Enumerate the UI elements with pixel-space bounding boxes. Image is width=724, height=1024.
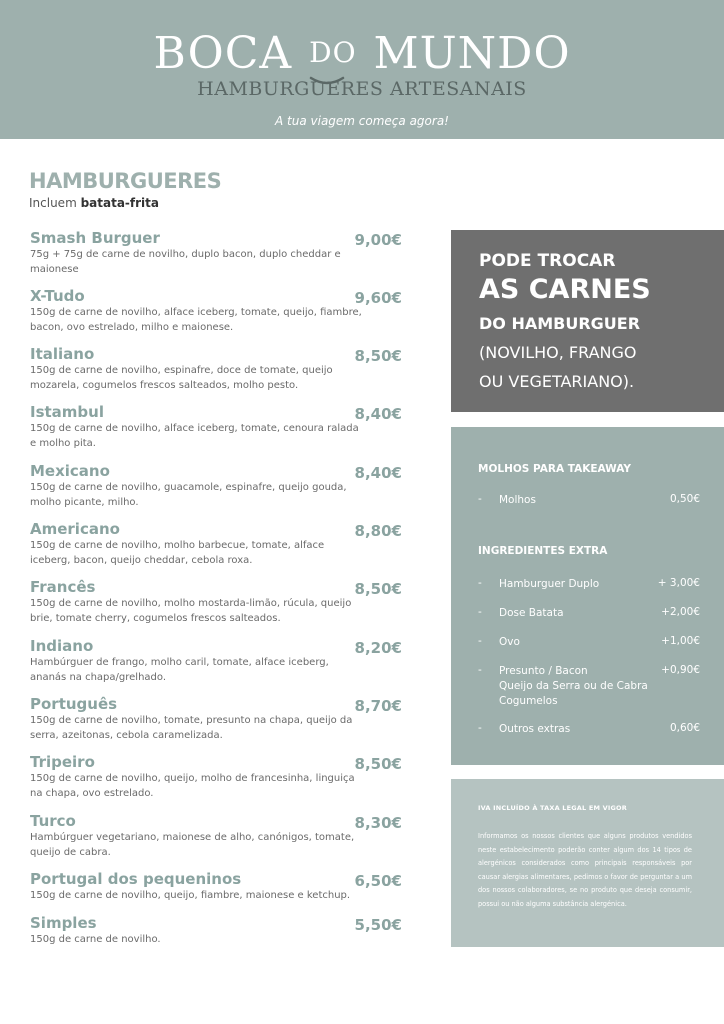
extra-name: Hamburguer Duplo [499, 578, 600, 590]
tagline: A tua viagem começa agora! [275, 114, 449, 128]
menu-item-name: Indiano [30, 637, 94, 655]
brand-subtitle: HAMBURGUERES ARTESANAIS [197, 78, 527, 100]
menu-item-description: 150g de carne de novilho, queijo, fiambre, maionese e ketchup. [30, 890, 351, 901]
extra-price: 0,50€ [669, 493, 700, 505]
menu-item-price: 8,70€ [354, 697, 402, 715]
menu-item-name: X-Tudo [30, 287, 85, 305]
vat-notice: IVA INCLUÍDO À TAXA LEGAL EM VIGOR [478, 804, 627, 812]
menu-item-description: 150g de carne de novilho, molho mostarda-limão, rúcula, queijo brie, tomate cherry, cogumelos frescos salteados. [30, 598, 352, 624]
extra-price: +1,00€ [661, 635, 700, 647]
menu-item-price: 5,50€ [354, 916, 402, 934]
menu-item-price: 8,50€ [354, 580, 402, 598]
extra-price: +0,90€ [661, 664, 700, 676]
ingredients-title: INGREDIENTES EXTRA [478, 545, 608, 557]
menu-item-price: 8,40€ [354, 464, 402, 482]
menu-item-name: Tripeiro [30, 753, 95, 771]
menu-item [30, 462, 402, 510]
extra-dash: - [478, 722, 482, 734]
menu-item [30, 753, 402, 801]
menu-item [30, 287, 402, 335]
menu-item-price: 8,50€ [354, 347, 402, 365]
menu-item [30, 637, 402, 685]
menu-item-name: Americano [30, 520, 120, 538]
menu-item [30, 345, 402, 393]
extra-dash: - [478, 493, 482, 505]
allergen-notice: Informamos os nossos clientes que alguns produtos vendidos neste estabelecimento poderão conter algum dos 14 tipos de alergénicos considerados como principais responsáveis por causar alergias alimentares, pedimos o favor de perguntar a um dos nossos colaboradores, se no produto que deseja consumir, possui ou não alguma substância alergénica. [478, 832, 692, 908]
menu-item-price: 8,50€ [354, 755, 402, 773]
menu-item-description: 150g de carne de novilho, queijo, molho de francesinha, linguiça na chapa, ovo estrelado. [30, 773, 355, 799]
section-subtitle-bold: batata-frita [80, 196, 159, 210]
extra-dash: - [478, 635, 482, 647]
sauces-title: MOLHOS PARA TAKEAWAY [478, 463, 631, 475]
menu-item-name: Istambul [30, 403, 104, 421]
menu-item-description: 150g de carne de novilho, alface iceberg, tomate, queijo, fiambre, bacon, ovo estrelado, milho e maionese. [30, 307, 362, 333]
brand-word-mid [309, 28, 356, 78]
menu-item-name: Turco [30, 812, 76, 830]
extras-panel [451, 427, 724, 765]
extra-name: Outros extras [499, 723, 571, 735]
promo-line-5: OU VEGETARIANO). [479, 372, 635, 391]
menu-item-name: Italiano [30, 345, 95, 363]
menu-item-description: 150g de carne de novilho, alface iceberg, tomate, cenoura ralada e molho pita. [30, 423, 359, 449]
menu-item-price: 6,50€ [354, 872, 402, 890]
extra-name: Molhos [499, 494, 536, 506]
menu-item-name: Simples [30, 914, 97, 932]
extra-name: Ovo [499, 636, 520, 648]
menu-item-description: Hambúrguer de frango, molho caril, tomate, alface iceberg, ananás na chapa/grelhado. [30, 657, 329, 683]
section-title: HAMBURGUERES [29, 169, 222, 193]
menu-item-description: 150g de carne de novilho, espinafre, doce de tomate, queijo mozarela, cogumelos frescos salteados, molho pesto. [30, 365, 333, 391]
menu-item [30, 695, 402, 743]
menu-item [30, 403, 402, 451]
menu-item-price: 8,30€ [354, 814, 402, 832]
extra-price: +2,00€ [661, 606, 700, 618]
extra-name: Presunto / Bacon Queijo da Serra ou de Cabra Cogumelos [499, 665, 648, 707]
menu-item-description: 150g de carne de novilho, tomate, presunto na chapa, queijo da serra, azeitonas, cebola caramelizada. [30, 715, 353, 741]
menu-item-name: Português [30, 695, 118, 713]
menu-item-price: 9,60€ [354, 289, 402, 307]
extra-dash: - [478, 664, 482, 676]
menu-item-name: Mexicano [30, 462, 110, 480]
menu-item [30, 520, 402, 568]
extra-name: Dose Batata [499, 607, 564, 619]
brand-word-left: BOCA [153, 28, 293, 79]
menu-item-description: 75g + 75g de carne de novilho, duplo bacon, duplo cheddar e maionese [30, 249, 341, 275]
menu-item [30, 229, 402, 277]
menu-item-name: Francês [30, 578, 96, 596]
menu-item-price: 8,20€ [354, 639, 402, 657]
menu-item [30, 914, 402, 948]
brand-do-text: DO [309, 36, 357, 69]
extra-dash: - [478, 606, 482, 618]
menu-item [30, 812, 402, 860]
promo-line-1: PODE TROCAR [479, 251, 616, 271]
section-subtitle-prefix: Incluem [29, 196, 81, 210]
promo-line-2: AS CARNES [479, 274, 651, 305]
extra-dash: - [478, 577, 482, 589]
menu-item-price: 8,40€ [354, 405, 402, 423]
promo-line-4: (NOVILHO, FRANGO [479, 343, 637, 362]
extra-price: 0,60€ [669, 722, 700, 734]
menu-item [30, 578, 402, 626]
allergen-info-panel [451, 779, 724, 947]
menu-item-description: 150g de carne de novilho, molho barbecue, tomate, alface iceberg, bacon, queijo cheddar, cebola roxa. [30, 540, 325, 566]
menu-item-description: 150g de carne de novilho, guacamole, espinafre, queijo gouda, molho picante, milho. [30, 482, 347, 508]
menu-item-price: 8,80€ [354, 522, 402, 540]
menu-item-price: 9,00€ [354, 231, 402, 249]
header-banner [0, 0, 724, 139]
menu-item [30, 870, 402, 904]
meat-swap-promo [451, 230, 724, 412]
extra-price: + 3,00€ [657, 577, 700, 589]
promo-line-3: DO HAMBURGUER [479, 314, 641, 333]
section-subtitle [29, 196, 159, 210]
menu-item-description: Hambúrguer vegetariano, maionese de alho, canónigos, tomate, queijo de cabra. [30, 832, 355, 858]
brand-logo [0, 28, 724, 79]
brand-word-right: MUNDO [373, 28, 571, 79]
menu-item-name: Portugal dos pequeninos [30, 870, 242, 888]
menu-item-description: 150g de carne de novilho. [30, 934, 161, 945]
menu-item-name: Smash Burguer [30, 229, 160, 247]
